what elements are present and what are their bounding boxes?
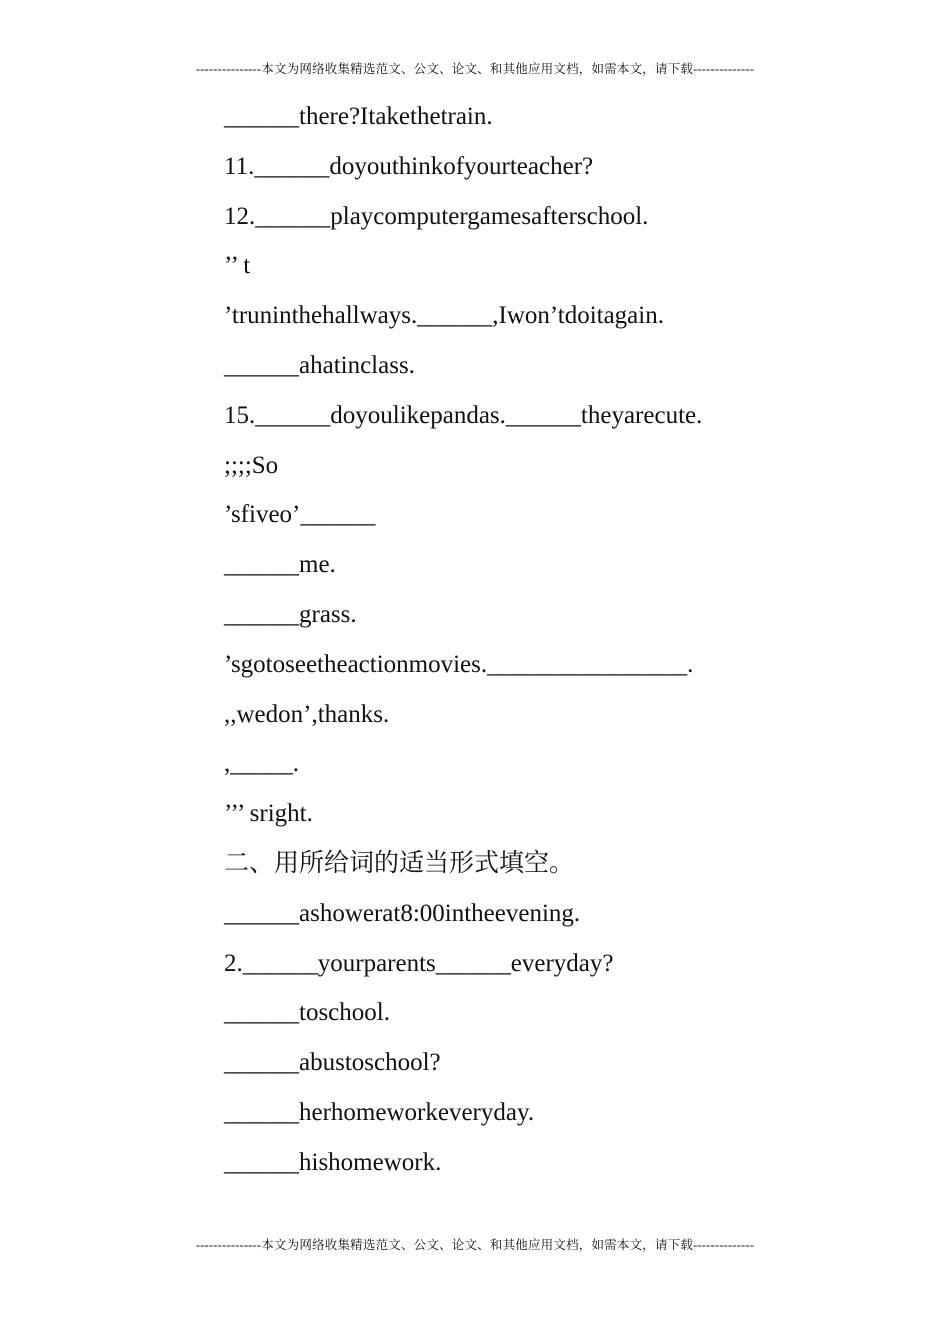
text-line: ______hishomework.: [224, 1148, 442, 1176]
text-line: ’’ t: [224, 252, 251, 280]
text-line: ______me.: [224, 551, 336, 579]
section-heading: 二、用所给词的适当形式填空。: [224, 849, 575, 877]
text-line: ______abustoschool?: [224, 1049, 441, 1077]
text-line: 2.______yourparents______everyday?: [224, 949, 614, 977]
text-line: ’sgotoseetheactionmovies.________________.: [224, 650, 694, 678]
text-line: ______ashowerat8:00intheevening.: [224, 899, 581, 927]
text-line: ,,wedon’,thanks.: [224, 700, 390, 728]
text-line: ______there?Itakethetrain.: [224, 103, 493, 130]
text-line: 12.______playcomputergamesafterschool.: [224, 202, 649, 230]
text-line: ______ahatinclass.: [224, 351, 415, 379]
text-line: ’sfiveo’______: [224, 501, 376, 529]
document-body: [224, 98, 914, 1194]
text-line: ,_____.: [224, 750, 299, 778]
page-header: ---------------本文为网络收集精选范文、公文、论文、和其他应用文档，如需本文，请下载--------------: [195, 62, 755, 76]
text-line: ______herhomeworkeveryday.: [224, 1098, 535, 1126]
text-line: 15.______doyoulikepandas.______theyarecute.: [224, 401, 703, 429]
text-line: 11.______doyouthinkofyourteacher?: [224, 152, 594, 180]
text-line: ;;;;So: [224, 451, 279, 479]
text-line: ______toschool.: [224, 999, 390, 1027]
page-footer: ---------------本文为网络收集精选范文、公文、论文、和其他应用文档，如需本文，请下载--------------: [195, 1238, 755, 1252]
text-line: ’truninthehallways.______,Iwon’tdoitagain.: [224, 302, 664, 330]
text-line: ’’’ sright.: [224, 800, 313, 828]
text-line: ______grass.: [224, 600, 357, 628]
